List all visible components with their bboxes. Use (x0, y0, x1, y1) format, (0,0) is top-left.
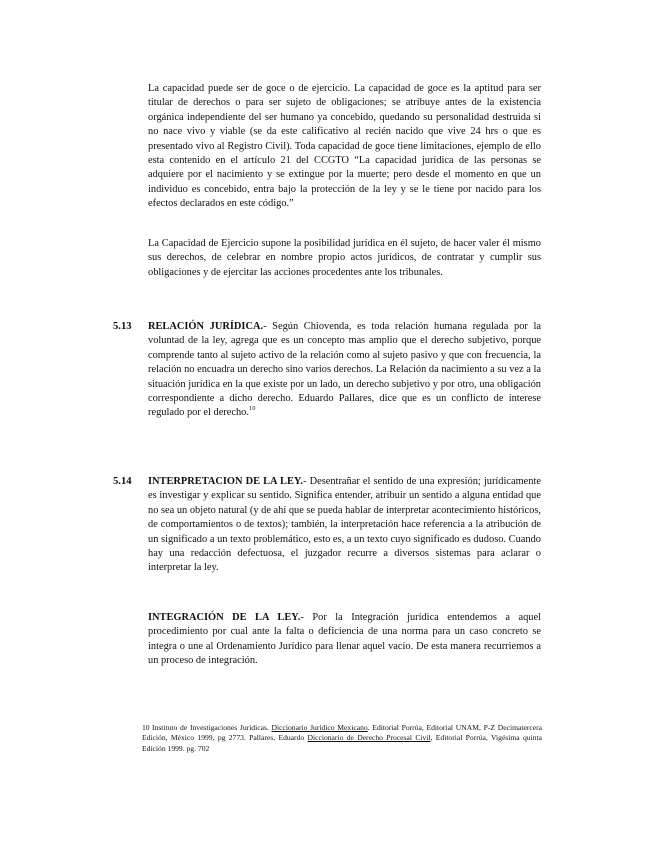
section-text-relacion-juridica: - Según Chiovenda, es toda relación humana regulada por la voluntad de la ley, agrega que es un concepto mas amplio que el derecho subjetivo, porque comprende tanto al sujeto activo de la relación como al sujeto pasivo y que con frecuencia, la relación no encuadra un derecho sino varios derechos. La Relación da nacimiento a su vez a la situación jurídica en la que existe por un lado, un derecho subjetivo y por otro, una obligación correspondiente a dicho derecho. Eduardo Pallares, dice que es un conflicto de interese regulado por el derecho. (148, 321, 542, 419)
footnote-reference: 10 (248, 405, 256, 413)
footnote-part3: , Editorial Porrúa, Vigésima quinta Edición 1999. pg. 702 (142, 733, 542, 753)
section-text-integracion: - Por la Integración jurídica entendemos a aquel procedimiento por cual ante la falta o deficiencia de una norma para un caso concreto se integra o une al Ordenamiento Jurídico para llenar aquel vacío. De esta manera recurriemos a un proceso de integración. (148, 612, 541, 667)
section-interpretacion-ley (148, 475, 541, 576)
paragraph-capacidad-ejercicio: La Capacidad de Ejercicio supone la posibilidad jurídica en él sujeto, de hacer valer él mismo sus derechos, de celebrar en nombre propio actos jurídicos, de contratar y cumplir sus obligaciones y de ejercitar las acciones procedentes ante los tribunales. (148, 238, 541, 278)
footnote-part1: Instituto de Investigaciones Jurídicas. (152, 723, 272, 732)
section-text-interpretacion: - Desentrañar el sentido de una expresión; jurídicamente es investigar y explicar su sentido. Significa entender, atribuir un sentido a alguna entidad que no sea un objeto natural (y de ahí que se pueda hablar de interpretar acontecimiento históricos, de comportamientos o de textos); también, la interpretación hace referencia a la atribución de un significado a un texto problemático, esto es, a un texto cuyo significado es dudoso. Cuando hay una redacción defectuosa, el juzgador recurre a diversos sistemas para aclarar o interpretar la ley. (148, 476, 541, 574)
footnote-title1: Diccionario Jurídico Mexicano (271, 723, 368, 732)
footnote-part2: . Editorial Porrúa, Editorial UNAM, P-Z Decimatercera Edición, México 1999, pg 2773. Pallares, Eduardo (142, 723, 542, 743)
section-heading-relacion-juridica: RELACIÓN JURÍDICA. (148, 321, 264, 332)
footnote-title2: Diccionario de Derecho Procesal Civil (307, 733, 431, 743)
section-relacion-juridica (148, 320, 541, 421)
section-heading-interpretacion: INTERPRETACION DE LA LEY. (148, 476, 304, 487)
footnote (142, 723, 542, 754)
section-number-5-13: 5.13 (113, 321, 132, 332)
footnote-number: 10 (142, 723, 150, 732)
section-number-5-14: 5.14 (113, 476, 132, 487)
paragraph-capacidad-goce: La capacidad puede ser de goce o de ejercicio. La capacidad de goce es la aptitud para ser titular de derechos o para ser sujeto de obligaciones; se atribuye antes de la existencia orgánica independiente del ser humano ya concebido, quedando su personalidad destruida si no nace vivo y viable (se da este calificativo al recién nacido que vive 24 hrs o que es presentado vivo al Registro Civil). Toda capacidad de goce tiene limitaciones, ejemplo de ello esta contenido en el artículo 21 del CCGTO “La capacidad jurídica de las personas se adquiere por el nacimiento y se extingue por la muerte; pero desde el momento en que un individuo es concebido, entra bajo la protección de la ley y se le tiene por nacido para los efectos declarados en este código.” (148, 83, 541, 210)
section-heading-integracion: INTEGRACIÓN DE LA LEY. (148, 612, 301, 623)
section-integracion-ley (148, 611, 541, 669)
